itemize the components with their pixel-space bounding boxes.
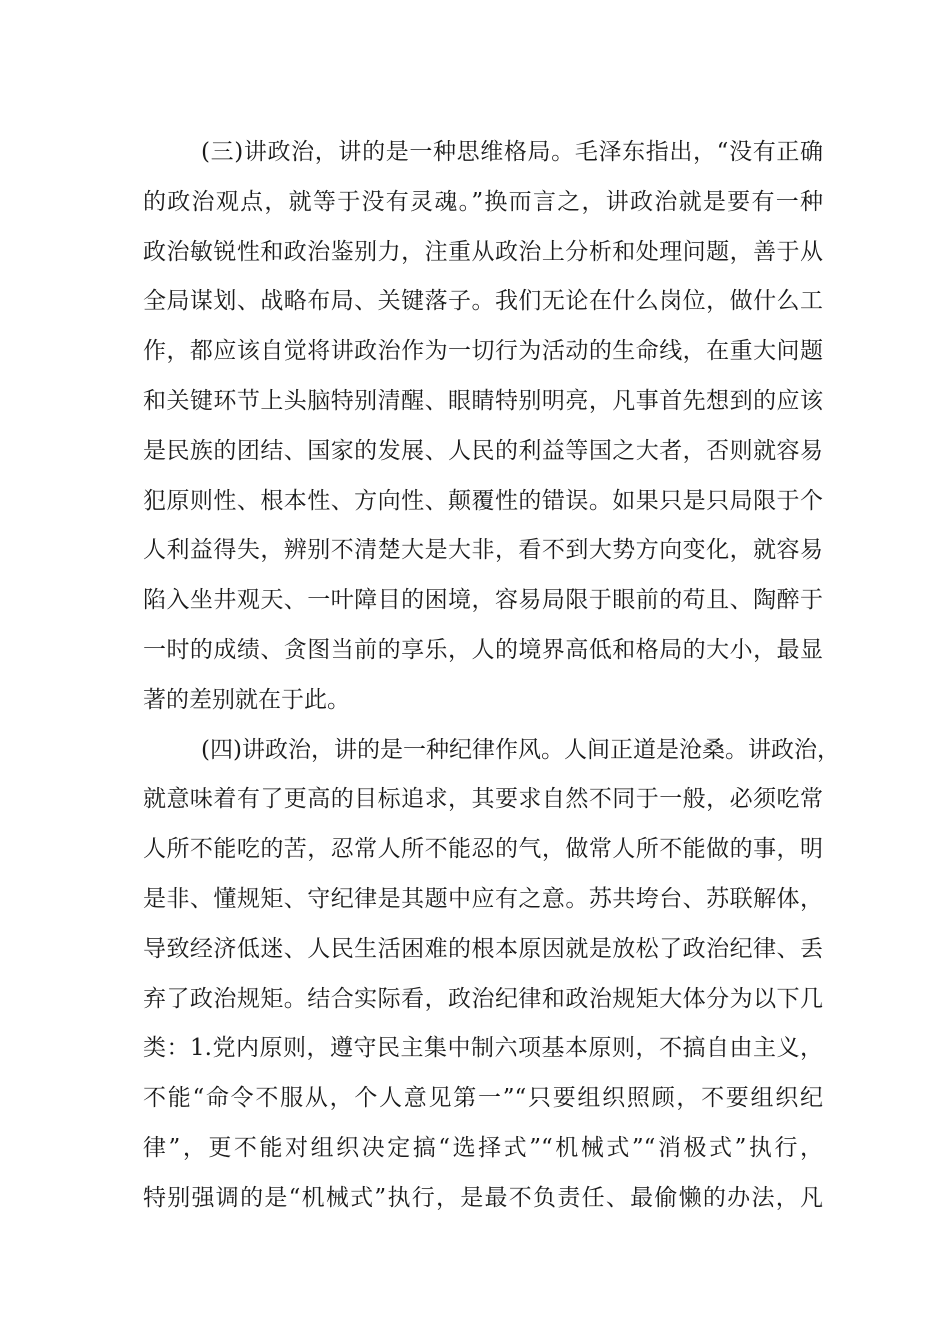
text-line: 类：1.党内原则，遵守民主集中制六项基本原则，不搞自由主义， — [143, 1035, 823, 1062]
text-line: 作，都应该自觉将讲政治作为一切行为活动的生命线，在重大问题 — [143, 338, 823, 365]
text-line: 政治敏锐性和政治鉴别力，注重从政治上分析和处理问题，善于从 — [143, 238, 823, 265]
text-line: 一时的成绩、贪图当前的享乐，人的境界高低和格局的大小，最显 — [143, 636, 823, 663]
text-line: 人所不能吃的苦，忍常人所不能忍的气，做常人所不能做的事，明 — [143, 836, 823, 863]
text-line: 陷入坐井观天、一叶障目的困境，容易局限于眼前的苟且、陶醉于 — [143, 587, 823, 614]
text-line: 犯原则性、根本性、方向性、颠覆性的错误。如果只是只局限于个 — [143, 487, 823, 514]
text-line: 全局谋划、战略布局、关键落子。我们无论在什么岗位，做什么工 — [143, 288, 823, 315]
text-line: 律”，更不能对组织决定搞“选择式”“机械式”“消极式”执行， — [143, 1134, 823, 1161]
document-body — [143, 128, 840, 1224]
text-line: 和关键环节上头脑特别清醒、眼睛特别明亮，凡事首先想到的应该 — [143, 387, 823, 414]
text-line: 人利益得失，辨别不清楚大是大非，看不到大势方向变化，就容易 — [143, 537, 823, 564]
text-line: 导致经济低迷、人民生活困难的根本原因就是放松了政治纪律、丢 — [143, 935, 823, 962]
text-line: 特别强调的是“机械式”执行，是最不负责任、最偷懒的办法，凡 — [143, 1184, 823, 1211]
text-line: 就意味着有了更高的目标追求，其要求自然不同于一般，必须吃常 — [143, 786, 823, 813]
text-line: 不能“命令不服从，个人意见第一”“只要组织照顾，不要组织纪 — [143, 1085, 823, 1112]
text-line: 的政治观点，就等于没有灵魂。”换而言之，讲政治就是要有一种 — [143, 188, 823, 215]
text-line: 是非、懂规矩、守纪律是其题中应有之意。苏共垮台、苏联解体， — [143, 885, 823, 912]
text-line: 是民族的团结、国家的发展、人民的利益等国之大者，否则就容易 — [143, 437, 823, 464]
text-line: 弃了政治规矩。结合实际看，政治纪律和政治规矩大体分为以下几 — [143, 985, 823, 1012]
text-line: 著的差别就在于此。 — [143, 686, 350, 713]
paragraph-4-discipline-style — [143, 726, 840, 1224]
text-line: (四)讲政治，讲的是一种纪律作风。人间正道是沧桑。讲政治， — [201, 736, 840, 763]
paragraph-3-political-thinking — [143, 128, 823, 726]
text-line: (三)讲政治，讲的是一种思维格局。毛泽东指出，“没有正确 — [201, 139, 823, 165]
